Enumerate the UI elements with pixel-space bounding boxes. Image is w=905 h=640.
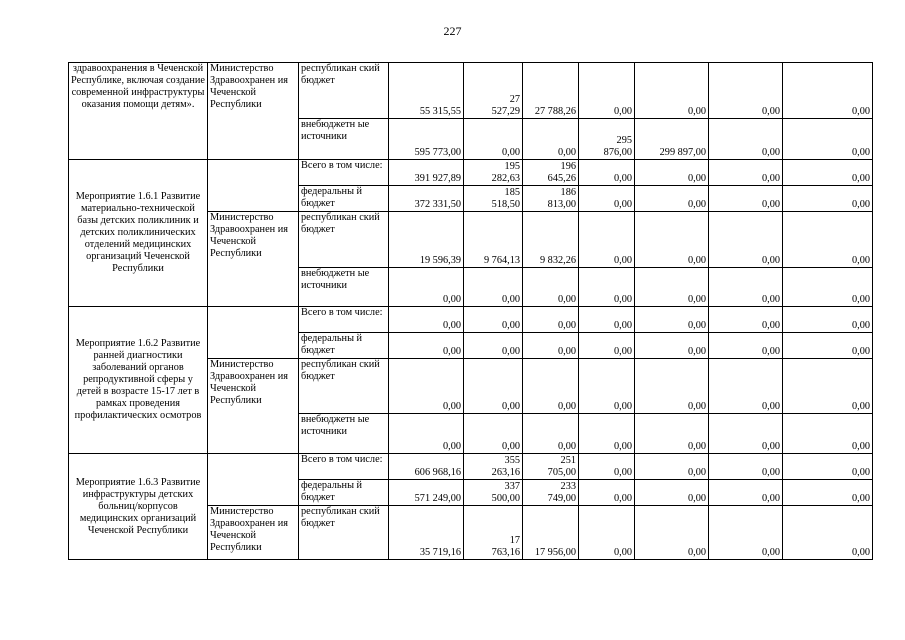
amount-value: 0,00 xyxy=(851,401,870,412)
amount-cell xyxy=(464,480,523,506)
amount-cell xyxy=(709,480,783,506)
amount-value: 0,00 xyxy=(442,401,461,412)
amount-cell xyxy=(709,454,783,480)
amount-cell xyxy=(523,268,579,307)
amount-value: 0,00 xyxy=(687,320,706,331)
executor-cell: Министерство Здравоохранен ия Чеченской Республики xyxy=(208,506,299,560)
amount-value: 186 813,00 xyxy=(547,187,576,210)
amount-value: 0,00 xyxy=(557,401,576,412)
amount-value: 0,00 xyxy=(557,320,576,331)
amount-cell xyxy=(783,268,873,307)
amount-value: 0,00 xyxy=(851,147,870,158)
amount-cell xyxy=(635,506,709,560)
amount-value: 0,00 xyxy=(557,441,576,452)
amount-value: 0,00 xyxy=(687,255,706,266)
amount-value: 299 897,00 xyxy=(659,147,706,158)
amount-cell xyxy=(389,268,464,307)
amount-cell xyxy=(709,212,783,268)
table-row xyxy=(69,160,873,186)
funding-source-cell: федеральны й бюджет xyxy=(299,186,389,212)
amount-value: 595 773,00 xyxy=(414,147,461,158)
amount-value: 372 331,50 xyxy=(414,199,461,210)
amount-cell xyxy=(464,359,523,414)
amount-value: 0,00 xyxy=(613,346,632,357)
executor-empty-cell xyxy=(208,454,299,506)
funding-source-cell: Всего в том числе: xyxy=(299,160,389,186)
amount-cell xyxy=(635,268,709,307)
funding-source-cell: республикан ский бюджет xyxy=(299,359,389,414)
table-body xyxy=(69,63,873,560)
amount-cell xyxy=(389,186,464,212)
amount-cell xyxy=(579,359,635,414)
table-row xyxy=(69,63,873,119)
amount-cell xyxy=(579,333,635,359)
amount-cell xyxy=(783,186,873,212)
amount-cell xyxy=(389,414,464,454)
amount-cell xyxy=(709,160,783,186)
amount-cell xyxy=(523,506,579,560)
amount-value: 0,00 xyxy=(851,255,870,266)
amount-value: 0,00 xyxy=(613,294,632,305)
amount-value: 0,00 xyxy=(687,467,706,478)
amount-value: 0,00 xyxy=(501,401,520,412)
amount-value: 0,00 xyxy=(613,106,632,117)
amount-value: 295 876,00 xyxy=(603,135,632,158)
activity-name-cell: Мероприятие 1.6.3 Развитие инфраструктуры детских больниц/корпусов медицинских организаций Чеченской Республики xyxy=(69,454,208,560)
amount-value: 27 527,29 xyxy=(491,94,520,117)
amount-cell xyxy=(464,63,523,119)
amount-value: 0,00 xyxy=(613,441,632,452)
amount-value: 17 763,16 xyxy=(491,535,520,558)
funding-source-cell: республикан ский бюджет xyxy=(299,506,389,560)
amount-cell xyxy=(464,119,523,160)
amount-cell xyxy=(389,160,464,186)
funding-source-cell: внебюджетн ые источники xyxy=(299,268,389,307)
amount-cell xyxy=(635,480,709,506)
funding-source-cell: федеральны й бюджет xyxy=(299,333,389,359)
amount-cell xyxy=(709,414,783,454)
executor-cell: Министерство Здравоохранен ия Чеченской Республики xyxy=(208,359,299,454)
funding-source-cell: внебюджетн ые источники xyxy=(299,414,389,454)
amount-value: 9 764,13 xyxy=(483,255,520,266)
amount-value: 0,00 xyxy=(761,320,780,331)
amount-cell xyxy=(464,212,523,268)
amount-cell xyxy=(709,186,783,212)
amount-cell xyxy=(709,333,783,359)
amount-value: 0,00 xyxy=(442,294,461,305)
amount-cell xyxy=(635,119,709,160)
funding-source-cell: Всего в том числе: xyxy=(299,307,389,333)
amount-cell xyxy=(783,506,873,560)
amount-value: 0,00 xyxy=(613,199,632,210)
amount-value: 17 956,00 xyxy=(534,547,576,558)
amount-cell xyxy=(464,307,523,333)
amount-value: 0,00 xyxy=(613,547,632,558)
amount-value: 0,00 xyxy=(761,147,780,158)
amount-value: 0,00 xyxy=(851,294,870,305)
amount-cell xyxy=(709,63,783,119)
amount-value: 0,00 xyxy=(501,346,520,357)
amount-cell xyxy=(579,186,635,212)
amount-cell xyxy=(389,480,464,506)
amount-value: 0,00 xyxy=(761,467,780,478)
amount-value: 0,00 xyxy=(557,294,576,305)
amount-cell xyxy=(709,119,783,160)
funding-source-cell: республикан ский бюджет xyxy=(299,212,389,268)
amount-cell xyxy=(464,454,523,480)
amount-value: 0,00 xyxy=(851,493,870,504)
amount-cell xyxy=(389,307,464,333)
amount-value: 27 788,26 xyxy=(534,106,576,117)
amount-cell xyxy=(783,454,873,480)
amount-value: 0,00 xyxy=(851,547,870,558)
amount-value: 0,00 xyxy=(761,346,780,357)
amount-value: 0,00 xyxy=(851,173,870,184)
amount-value: 0,00 xyxy=(761,106,780,117)
amount-value: 0,00 xyxy=(687,346,706,357)
amount-cell xyxy=(579,160,635,186)
amount-value: 0,00 xyxy=(442,441,461,452)
amount-cell xyxy=(635,333,709,359)
amount-cell xyxy=(709,506,783,560)
amount-cell xyxy=(523,160,579,186)
amount-cell xyxy=(635,307,709,333)
amount-value: 0,00 xyxy=(613,493,632,504)
amount-cell xyxy=(523,359,579,414)
amount-value: 9 832,26 xyxy=(539,255,576,266)
amount-cell xyxy=(464,268,523,307)
amount-cell xyxy=(523,333,579,359)
amount-value: 0,00 xyxy=(613,467,632,478)
executor-cell: Министерство Здравоохранен ия Чеченской Республики xyxy=(208,63,299,160)
amount-cell xyxy=(709,359,783,414)
amount-value: 0,00 xyxy=(687,199,706,210)
table-row xyxy=(69,307,873,333)
amount-value: 35 719,16 xyxy=(419,547,461,558)
amount-value: 0,00 xyxy=(761,173,780,184)
table-row xyxy=(69,454,873,480)
amount-value: 391 927,89 xyxy=(414,173,461,184)
amount-value: 0,00 xyxy=(761,493,780,504)
amount-value: 0,00 xyxy=(851,441,870,452)
amount-cell xyxy=(783,307,873,333)
amount-value: 355 263,16 xyxy=(491,455,520,478)
amount-cell xyxy=(783,160,873,186)
amount-value: 0,00 xyxy=(761,294,780,305)
amount-value: 0,00 xyxy=(851,320,870,331)
amount-cell xyxy=(464,160,523,186)
amount-cell xyxy=(389,63,464,119)
amount-value: 0,00 xyxy=(501,441,520,452)
activity-name-cell: здравоохранения в Чеченской Республике, включая создание современной инфраструктуры оказания помощи детям». xyxy=(69,63,208,160)
amount-value: 0,00 xyxy=(687,106,706,117)
amount-value: 0,00 xyxy=(501,294,520,305)
amount-value: 0,00 xyxy=(613,255,632,266)
amount-cell xyxy=(464,414,523,454)
activity-name-cell: Мероприятие 1.6.1 Развитие материально-технической базы детских поликлиник и детских поликлинических отделений медицинских организаций Чеченской Республики xyxy=(69,160,208,307)
amount-cell xyxy=(523,63,579,119)
amount-value: 0,00 xyxy=(557,147,576,158)
amount-value: 19 596,39 xyxy=(419,255,461,266)
funding-source-cell: Всего в том числе: xyxy=(299,454,389,480)
budget-table xyxy=(68,62,873,560)
amount-cell xyxy=(389,212,464,268)
amount-value: 195 282,63 xyxy=(491,161,520,184)
amount-value: 0,00 xyxy=(687,547,706,558)
amount-cell xyxy=(389,119,464,160)
executor-empty-cell xyxy=(208,307,299,359)
amount-cell xyxy=(523,414,579,454)
amount-cell xyxy=(783,359,873,414)
amount-value: 337 500,00 xyxy=(491,481,520,504)
amount-value: 0,00 xyxy=(687,173,706,184)
amount-value: 233 749,00 xyxy=(547,481,576,504)
amount-cell xyxy=(579,454,635,480)
amount-value: 0,00 xyxy=(761,547,780,558)
amount-value: 0,00 xyxy=(761,255,780,266)
amount-cell xyxy=(579,414,635,454)
amount-value: 0,00 xyxy=(761,401,780,412)
amount-cell xyxy=(783,480,873,506)
amount-cell xyxy=(635,414,709,454)
amount-cell xyxy=(579,307,635,333)
amount-value: 0,00 xyxy=(557,346,576,357)
amount-value: 0,00 xyxy=(851,199,870,210)
amount-value: 0,00 xyxy=(761,441,780,452)
funding-source-cell: республикан ский бюджет xyxy=(299,63,389,119)
amount-value: 0,00 xyxy=(687,401,706,412)
amount-cell xyxy=(709,307,783,333)
amount-value: 55 315,55 xyxy=(419,106,461,117)
amount-value: 0,00 xyxy=(613,173,632,184)
amount-cell xyxy=(635,63,709,119)
amount-cell xyxy=(389,454,464,480)
amount-cell xyxy=(635,160,709,186)
amount-value: 251 705,00 xyxy=(547,455,576,478)
amount-value: 606 968,16 xyxy=(414,467,461,478)
amount-cell xyxy=(579,119,635,160)
amount-cell xyxy=(464,186,523,212)
amount-cell xyxy=(389,506,464,560)
amount-value: 0,00 xyxy=(851,106,870,117)
amount-value: 0,00 xyxy=(687,294,706,305)
amount-cell xyxy=(783,63,873,119)
amount-cell xyxy=(783,333,873,359)
executor-empty-cell xyxy=(208,160,299,212)
amount-cell xyxy=(635,212,709,268)
funding-source-cell: внебюджетн ые источники xyxy=(299,119,389,160)
amount-value: 0,00 xyxy=(687,441,706,452)
amount-cell xyxy=(783,414,873,454)
amount-cell xyxy=(635,454,709,480)
activity-name-cell: Мероприятие 1.6.2 Развитие ранней диагностики заболеваний органов репродуктивной сферы у детей в возрасте 15-17 лет в рамках проведения профилактических осмотров xyxy=(69,307,208,454)
amount-value: 0,00 xyxy=(761,199,780,210)
amount-cell xyxy=(709,268,783,307)
amount-cell xyxy=(635,186,709,212)
amount-value: 185 518,50 xyxy=(491,187,520,210)
amount-value: 0,00 xyxy=(501,147,520,158)
amount-value: 0,00 xyxy=(613,401,632,412)
amount-cell xyxy=(579,212,635,268)
amount-cell xyxy=(523,307,579,333)
amount-value: 0,00 xyxy=(442,320,461,331)
amount-cell xyxy=(783,212,873,268)
amount-cell xyxy=(389,359,464,414)
amount-value: 0,00 xyxy=(613,320,632,331)
amount-value: 0,00 xyxy=(501,320,520,331)
amount-value: 0,00 xyxy=(442,346,461,357)
amount-value: 196 645,26 xyxy=(547,161,576,184)
amount-cell xyxy=(523,480,579,506)
amount-cell xyxy=(523,454,579,480)
amount-value: 0,00 xyxy=(851,467,870,478)
amount-cell xyxy=(464,506,523,560)
amount-cell xyxy=(389,333,464,359)
amount-value: 571 249,00 xyxy=(414,493,461,504)
amount-cell xyxy=(523,119,579,160)
amount-cell xyxy=(635,359,709,414)
amount-cell xyxy=(579,63,635,119)
amount-cell xyxy=(523,212,579,268)
amount-cell xyxy=(579,480,635,506)
amount-value: 0,00 xyxy=(687,493,706,504)
funding-source-cell: федеральны й бюджет xyxy=(299,480,389,506)
amount-cell xyxy=(464,333,523,359)
executor-cell: Министерство Здравоохранен ия Чеченской Республики xyxy=(208,212,299,307)
amount-cell xyxy=(783,119,873,160)
amount-cell xyxy=(579,268,635,307)
amount-value: 0,00 xyxy=(851,346,870,357)
page-number: 227 xyxy=(443,24,462,38)
amount-cell xyxy=(579,506,635,560)
amount-cell xyxy=(523,186,579,212)
